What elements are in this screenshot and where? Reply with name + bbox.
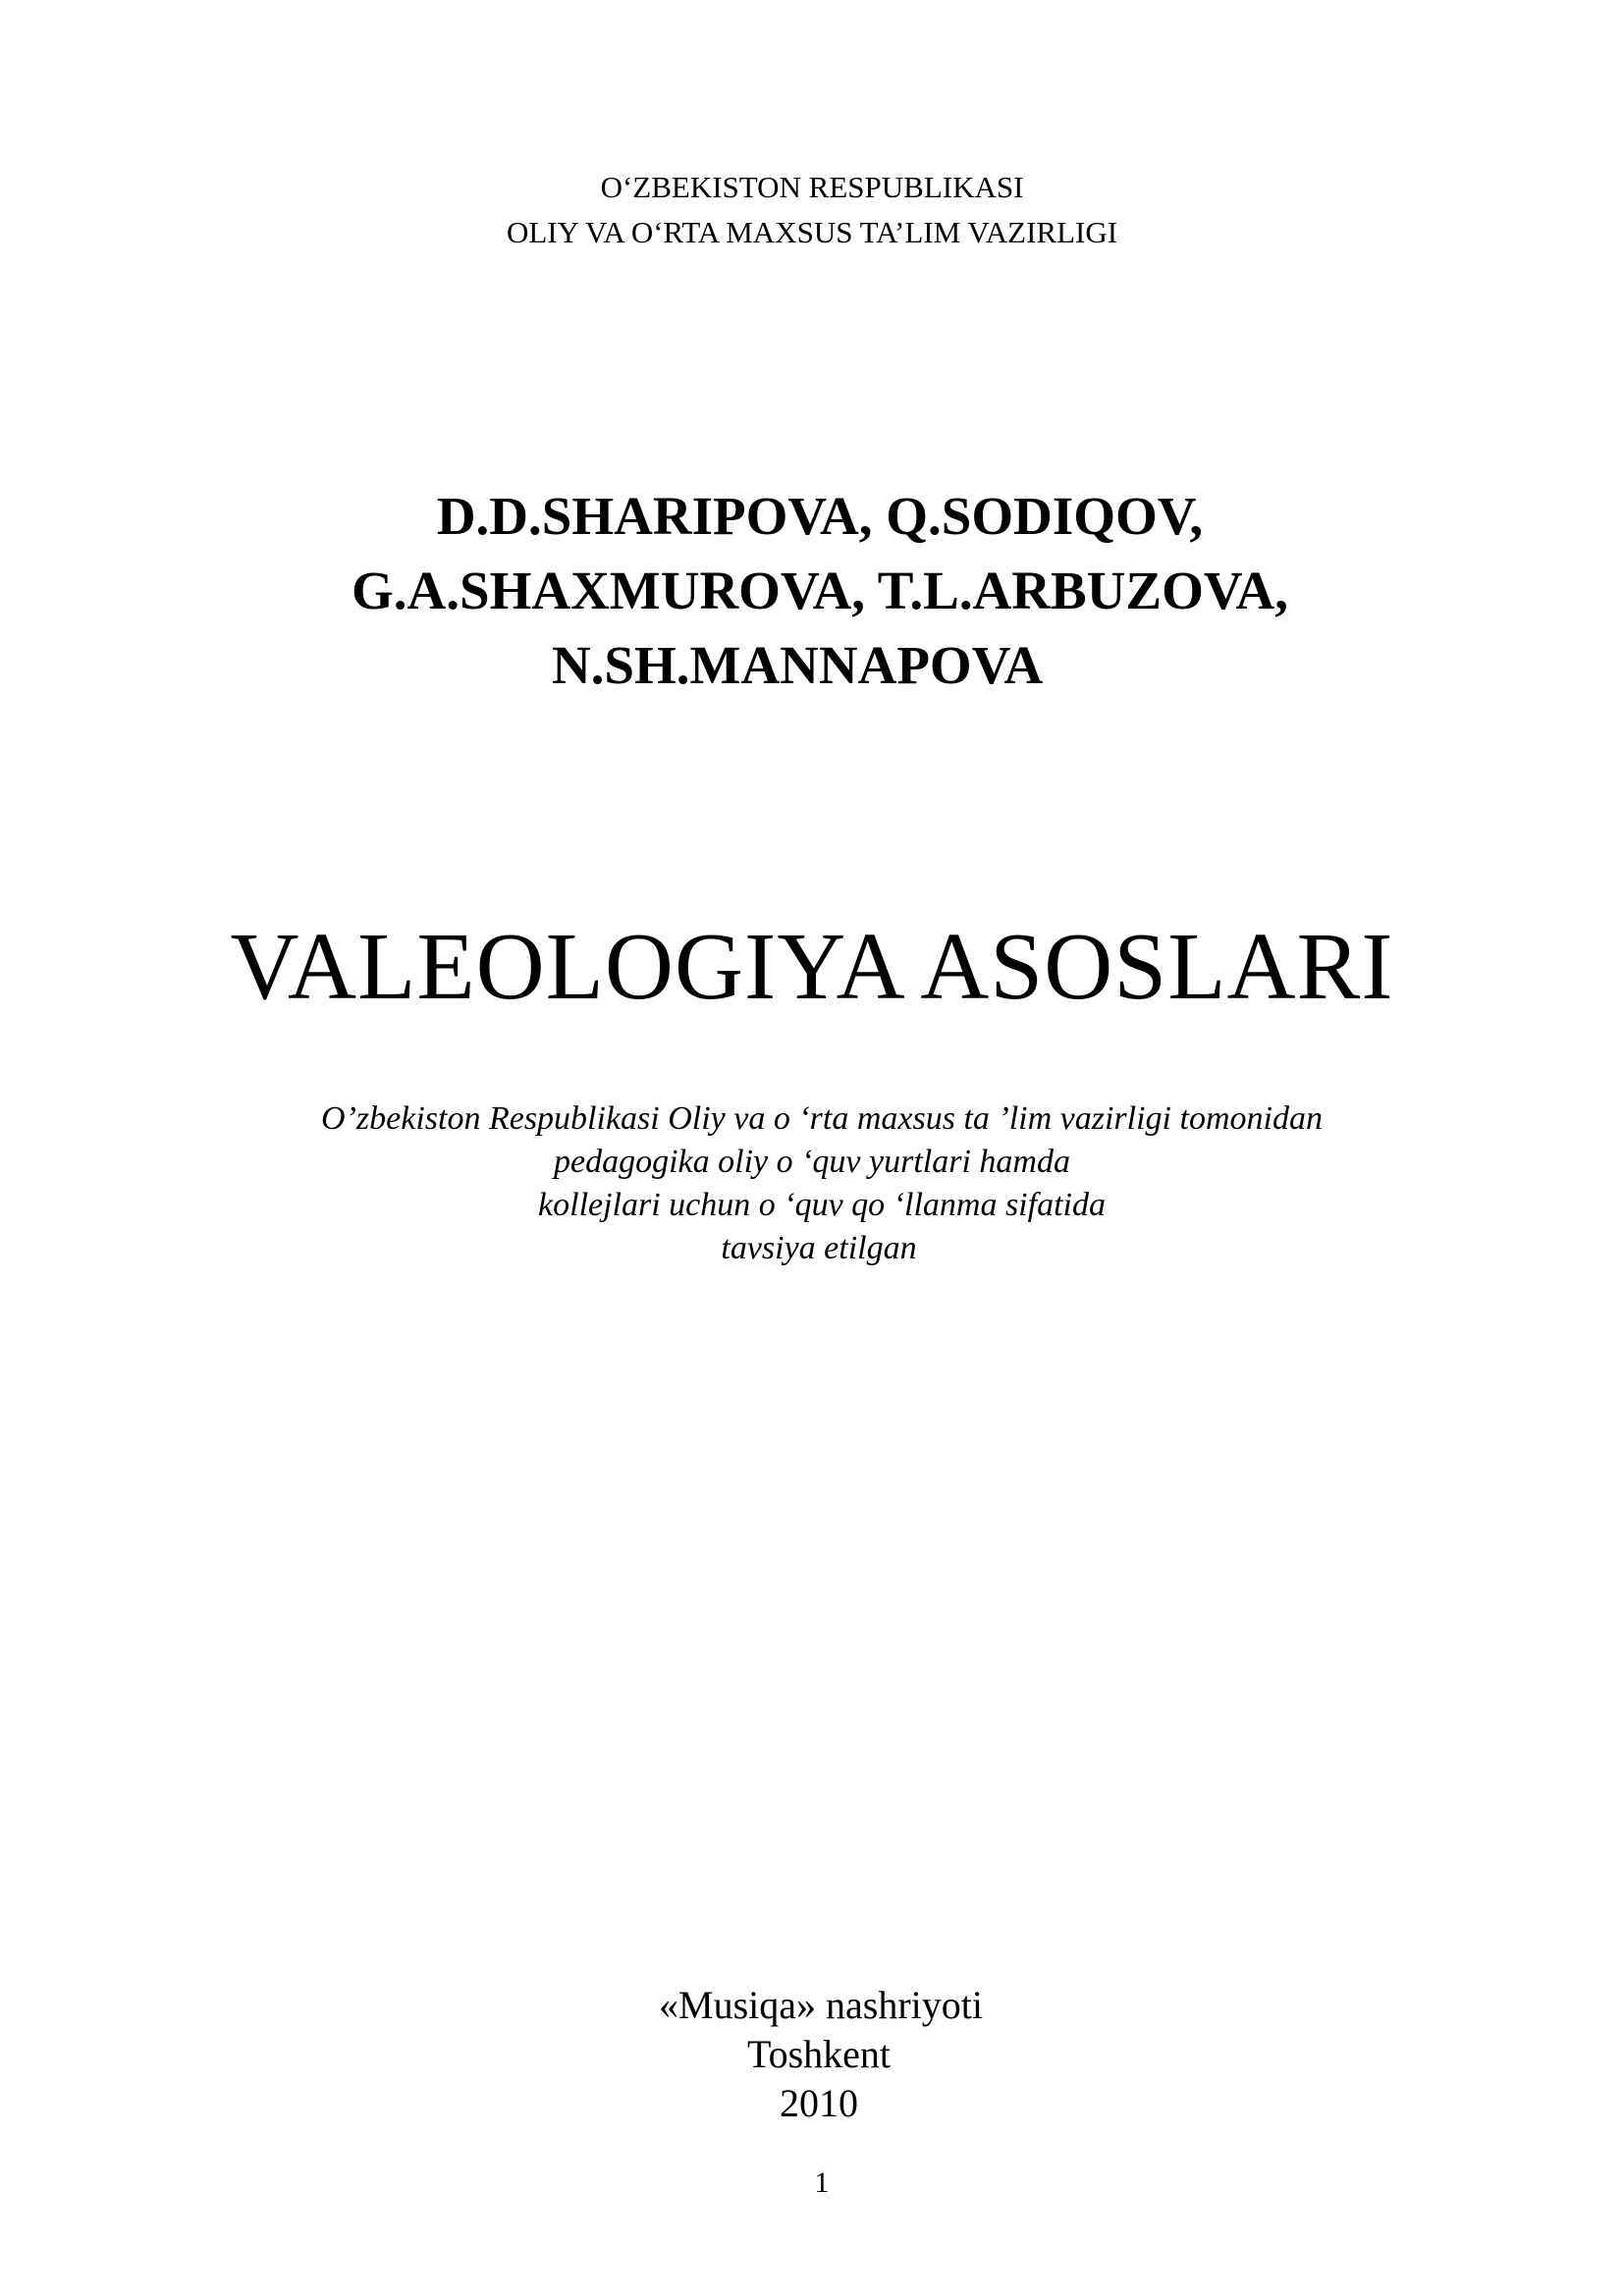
recommendation-note bbox=[0, 1097, 1624, 1270]
authors-line-1: D.D.SHARIPOVA, Q.SODIQOV, bbox=[436, 486, 1204, 546]
imprint bbox=[0, 1981, 1624, 2128]
page-number: 1 bbox=[814, 2166, 830, 2199]
publisher-name: «Musiqa» nashriyoti bbox=[659, 1983, 983, 2027]
recommendation-line-4: tavsiya etilgan bbox=[721, 1230, 917, 1266]
recommendation-line-3: kollejlari uchun o ‘quv qo ‘llanma sifatida bbox=[538, 1187, 1106, 1223]
ministry-line-2: OLIY VA O‘RTA MAXSUS TA’LIM VAZIRLIGI bbox=[506, 215, 1118, 249]
ministry-line-1: O‘ZBEKISTON RESPUBLIKASI bbox=[600, 170, 1024, 204]
authors-list bbox=[0, 479, 1624, 703]
recommendation-line-1: O’zbekiston Respublikasi Oliy va o ‘rta maxsus ta ’lim vazirligi tomonidan bbox=[321, 1100, 1323, 1137]
recommendation-line-2: pedagogika oliy o ‘quv yurtlari hamda bbox=[554, 1144, 1070, 1180]
ministry-header bbox=[0, 165, 1624, 255]
authors-line-2: G.A.SHAXMUROVA, T.L.ARBUZOVA, bbox=[352, 561, 1288, 620]
publication-city: Toshkent bbox=[746, 2032, 892, 2076]
authors-line-3: N.SH.MANNAPOVA bbox=[551, 635, 1044, 695]
book-title: VALEOLOGIYA ASOSLARI bbox=[230, 914, 1394, 1019]
publication-year: 2010 bbox=[780, 2081, 858, 2125]
